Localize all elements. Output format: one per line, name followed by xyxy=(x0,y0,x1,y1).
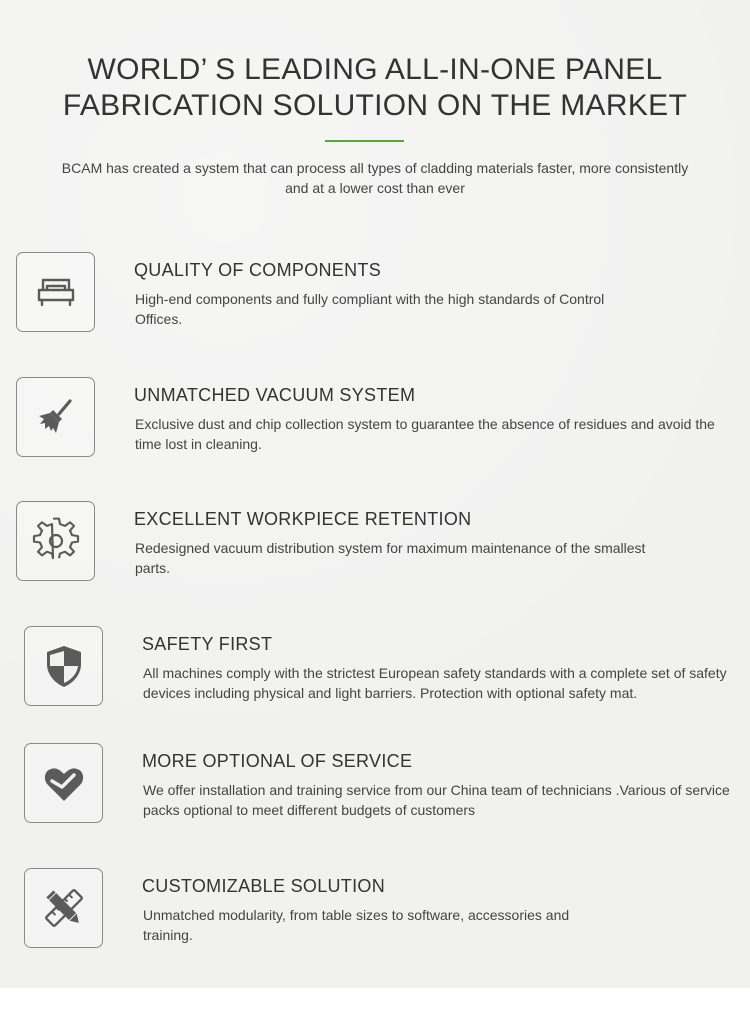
title-divider xyxy=(325,140,404,142)
broom-icon xyxy=(16,377,95,457)
feature-more-optional-of-service xyxy=(0,743,750,833)
feature-title: UNMATCHED VACUUM SYSTEM xyxy=(134,385,416,405)
feature-title: QUALITY OF COMPONENTS xyxy=(134,260,381,280)
feature-description: Exclusive dust and chip collection system to guarantee the absence of residues and avoid the time lost in cleaning. xyxy=(135,416,715,452)
page-title-line-2: FABRICATION SOLUTION ON THE MARKET xyxy=(62,89,688,122)
feature-title: EXCELLENT WORKPIECE RETENTION xyxy=(134,509,472,529)
feature-safety-first xyxy=(0,626,750,716)
feature-quality-of-components xyxy=(0,252,750,342)
feature-title: MORE OPTIONAL OF SERVICE xyxy=(142,751,413,771)
feature-customizable-solution xyxy=(0,868,750,958)
page-title-line-1: WORLD’ S LEADING ALL-IN-ONE PANEL xyxy=(87,53,663,86)
feature-title: SAFETY FIRST xyxy=(142,634,273,654)
intro-text: BCAM has created a system that can process all types of cladding materials faster, more consistently and at a lower cost than ever xyxy=(61,160,689,196)
feature-description: We offer installation and training service from our China team of technicians .Various of service packs optional to meet different budgets of customers xyxy=(143,782,730,818)
feature-description: Redesigned vacuum distribution system for maximum maintenance of the smallest parts. xyxy=(135,540,646,576)
feature-description: Unmatched modularity, from table sizes to software, accessories and training. xyxy=(143,907,570,943)
feature-description: High-end components and fully compliant with the high standards of Control Offices. xyxy=(135,291,605,327)
bed-icon xyxy=(16,252,95,332)
feature-title: CUSTOMIZABLE SOLUTION xyxy=(142,876,386,896)
shield-icon xyxy=(24,626,103,706)
page-title xyxy=(20,52,730,124)
pencil-ruler-icon xyxy=(24,868,103,948)
feature-unmatched-vacuum-system xyxy=(0,377,750,467)
heart-icon xyxy=(24,743,103,823)
feature-description: All machines comply with the strictest European safety standards with a complete set of safety devices including physical and light barriers. Protection with optional safety mat. xyxy=(143,665,727,701)
gear-icon xyxy=(16,501,95,581)
feature-excellent-workpiece-retention xyxy=(0,501,750,591)
